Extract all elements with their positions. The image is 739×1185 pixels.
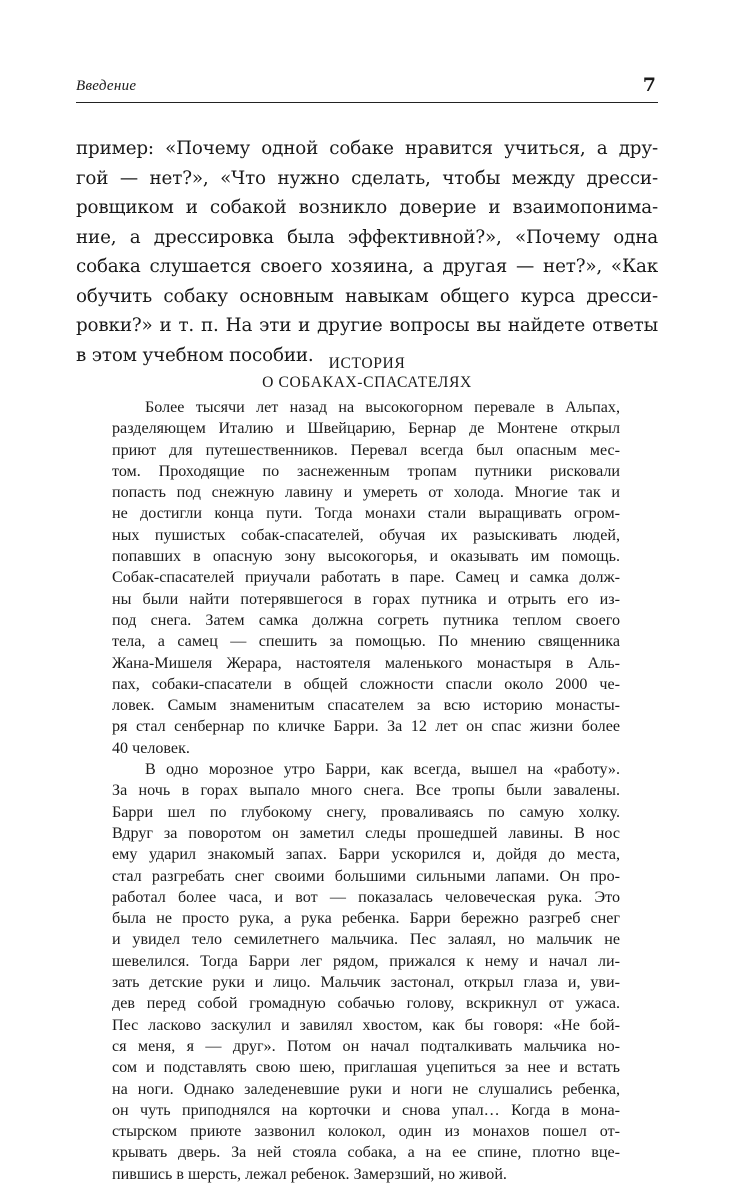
intro-line: в этом учебном пособии. xyxy=(76,344,314,366)
story-line: зать детские руки и лицо. Мальчик застонал, открыл глаза и, уви- xyxy=(112,974,620,992)
story-line: дев перед собой громадную собачью голову, вскрикнул от ужаса. xyxy=(112,995,620,1013)
story-line: ря стал сенбернар по кличке Барри. За 12 лет он спас жизни более xyxy=(112,718,620,736)
intro-line: ровки?» и т. п. На эти и другие вопросы вы найдете ответы xyxy=(76,315,658,336)
story-line: том. Проходящие по заснеженным тропам путники рисковали xyxy=(112,462,620,480)
story-line: разделяющем Италию и Швейцарию, Бернар де Монтене открыл xyxy=(112,420,620,438)
rescue-dogs-story xyxy=(112,397,620,1185)
running-head-section: Введение xyxy=(76,78,137,94)
intro-line: ние, а дрессировка была эффективной?», «Почему одна xyxy=(76,226,658,248)
story-line: попавших в опасную зону высокогорья, и оказывать им помощь. xyxy=(112,548,620,566)
story-line: приют для путешественников. Перевал всегда был опасным мес- xyxy=(112,441,620,459)
intro-line: обучить собаку основным навыкам общего курса дресси- xyxy=(76,285,658,307)
story-line: Жана-Мишеля Жерара, настоятеля маленького монастыря в Аль- xyxy=(112,654,620,672)
story-line: Барри шел по глубокому снегу, проваливаясь по самую холку. xyxy=(112,803,620,821)
story-line: пах, собаки-спасатели в общей сложности спасли около 2000 че- xyxy=(112,675,620,693)
story-line: пившись в шерсть, лежал ребенок. Замерзший, но живой. xyxy=(112,1165,507,1183)
story-line: была не просто рука, а рука ребенка. Барри бережно разгреб снег xyxy=(112,910,620,928)
intro-line: ровщиком и собакой возникло доверие и взаимопонима- xyxy=(76,197,658,218)
story-line: ны были найти потерявшегося в горах путника и отрыть его из- xyxy=(112,590,620,608)
story-line: шевелился. Тогда Барри лег рядом, прижался к нему и начал ли- xyxy=(112,952,620,970)
story-line: Вдруг за поворотом он заметил следы прошедшей лавины. В нос xyxy=(112,824,620,842)
story-line: попасть под снежную лавину и умереть от холода. Многие так и xyxy=(112,484,620,502)
story-line: и увидел тело семилетнего мальчика. Пес залаял, но мальчик не xyxy=(112,931,620,949)
story-line: на ноги. Однако заледеневшие руки и ноги не слушались ребенка, xyxy=(112,1080,620,1098)
intro-line: собака слушается своего хозяина, а другая — нет?», «Как xyxy=(76,256,658,277)
box-title-line-1: ИСТОРИЯ xyxy=(328,355,406,372)
story-line: работал более часа, и вот — показалась человеческая рука. Это xyxy=(112,888,620,906)
story-line: Пес ласково заскулил и завилял хвостом, как бы говоря: «Не бой- xyxy=(112,1016,620,1034)
story-line: В одно морозное утро Барри, как всегда, вышел на «работу». xyxy=(145,761,620,779)
story-line: не достигли конца пути. Тогда монахи стали выращивать огром- xyxy=(112,505,620,523)
story-line: ных пушистых собак-спасателей, обучая их разыскивать людей, xyxy=(112,526,620,544)
header-rule xyxy=(76,102,658,103)
story-line: сом и подставлять свою шею, приглашая уцепиться за нее и встать xyxy=(112,1059,620,1077)
story-line: стал разгребать снег своими большими сильными лапами. Он про- xyxy=(112,867,620,885)
story-line: тела, а самец — спешить за помощью. По мнению священника xyxy=(112,633,620,651)
story-line: ловек. Самым знаменитым спасателем за всю историю монасты- xyxy=(112,697,620,715)
intro-line: гой — нет?», «Что нужно сделать, чтобы между дресси- xyxy=(76,167,658,189)
page-number: 7 xyxy=(642,74,656,96)
intro-line: пример: «Почему одной собаке нравится учиться, а дру- xyxy=(76,138,658,159)
story-line: Более тысячи лет назад на высокогорном перевале в Альпах, xyxy=(145,399,620,416)
story-line: ему ударил знакомый запах. Барри ускорился и, дойдя до места, xyxy=(112,846,620,864)
story-line: крывать дверь. За ней стояла собака, а на ее спине, плотно вце- xyxy=(112,1144,620,1162)
story-line: он чуть приподнялся на корточки и снова упал… Когда в мона- xyxy=(112,1101,620,1119)
story-line: 40 человек. xyxy=(112,739,190,757)
running-head xyxy=(76,76,658,106)
story-line: За ночь в горах выпало много снега. Все тропы были завалены. xyxy=(112,782,620,800)
box-title-line-2: О СОБАКАХ-СПАСАТЕЛЯХ xyxy=(262,374,472,391)
story-line: под снега. Затем самка должна согреть путника теплом своего xyxy=(112,611,620,629)
intro-paragraph xyxy=(76,134,658,370)
story-line: стырском приюте зазвонил колокол, один из монахов пошел от- xyxy=(112,1123,620,1141)
story-line: Собак-спасателей приучали работать в паре. Самец и самка долж- xyxy=(112,569,620,587)
story-line: ся меня, я — друг». Потом он начал подталкивать мальчика но- xyxy=(112,1037,620,1055)
